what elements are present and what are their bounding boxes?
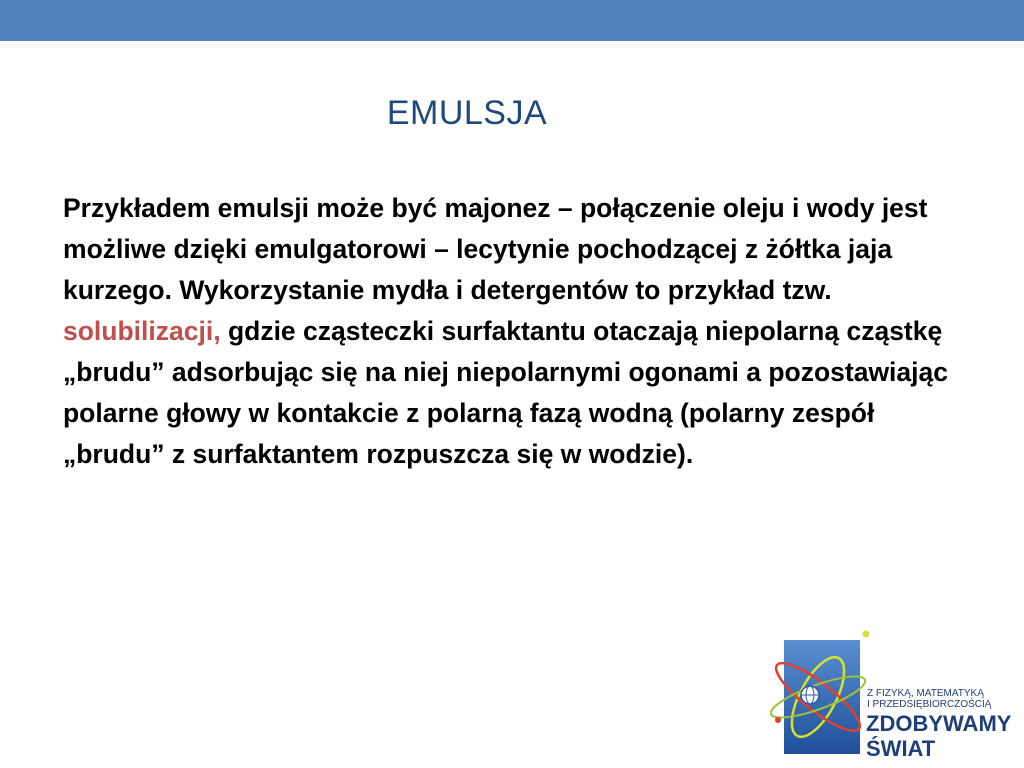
body-text-highlight: solubilizacji, — [63, 316, 221, 346]
logo — [770, 622, 1024, 768]
top-bar — [0, 0, 1024, 41]
logo-name — [866, 711, 1011, 761]
logo-tagline-line1: Z FIZYKĄ, MATEMATYKĄ — [867, 688, 984, 699]
slide-title: EMULSJA — [386, 94, 548, 132]
logo-name-line2: ŚWIAT — [866, 736, 936, 761]
body-text-part1: Przykładem emulsji może być majonez – połączenie oleju i wody jest możliwe dzięki emulgatorowi – lecytynie pochodzącej z żółtka jaja kurzego. Wykorzystanie mydła i detergentów to przykład tzw. — [63, 193, 928, 305]
logo-tagline — [867, 688, 991, 710]
logo-name-line1: ZDOBYWAMY — [866, 711, 1012, 736]
body-text-part2: gdzie cząsteczki surfaktantu otaczają niepolarną cząstkę „brudu” adsorbując się na niej niepolarnymi ogonami a pozostawiając polarne głowy w kontakcie z polarną fazą wodną (polarny zespół „brudu” z surfaktantem rozpuszcza się w wodzie). — [63, 316, 948, 469]
slide-body-text — [63, 188, 953, 475]
logo-tagline-line2: I PRZEDSIĘBIORCZOŚCIĄ — [867, 699, 992, 710]
